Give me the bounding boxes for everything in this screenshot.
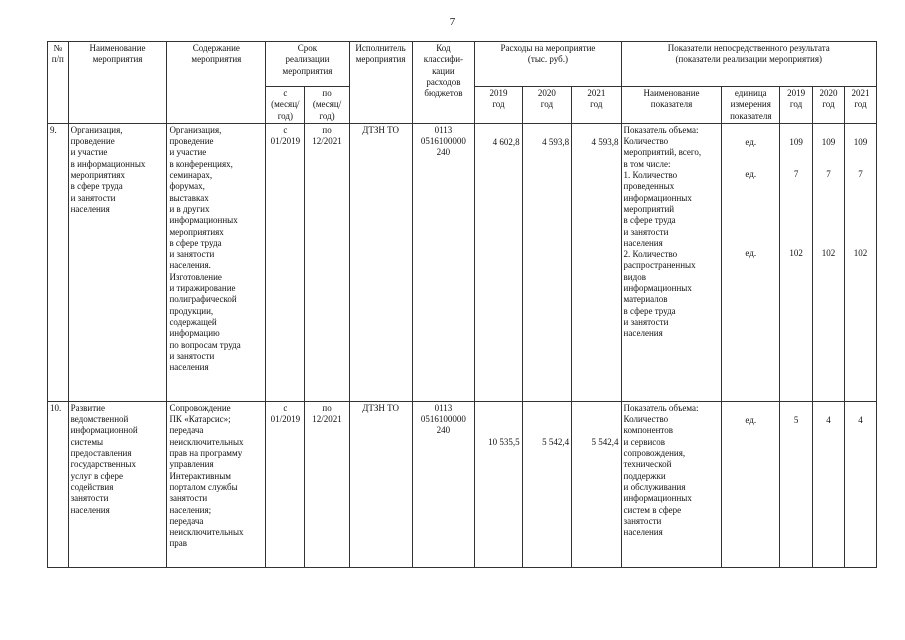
indicator-units: ед. ед. ед. — [722, 123, 780, 401]
header-indicator-unit: единица измерения показателя — [722, 87, 780, 124]
indicator-values-2021: 4 — [844, 401, 876, 567]
header-name: Наименование мероприятия — [68, 42, 167, 124]
header-results: Показатели непосредственного результата (показатели реализации мероприятия) — [621, 42, 876, 87]
header-period-to: по (месяц/ год) — [305, 87, 349, 124]
header-executor: Исполнитель мероприятия — [349, 42, 412, 124]
measures-table — [47, 41, 877, 568]
budget-code-main: 0113 0516100000 — [420, 124, 466, 147]
expense-2019: 4 602,8 — [475, 123, 522, 401]
indicator-description: Показатель объема: Количество мероприятий, всего, в том числе: 1. Количество проведенных информационных мероприятий в сфере труда и занятости населения 2. Количество распространенных видов информационных материалов в сфере труда и занятости населения — [621, 123, 722, 401]
table-row — [48, 401, 877, 567]
header-indicator-2020: 2020 год — [813, 87, 845, 124]
budget-code — [412, 401, 475, 567]
row-number: 9. — [48, 123, 69, 401]
header-exp-2021: 2021 год — [572, 87, 621, 124]
expense-2021: 5 542,4 — [572, 401, 621, 567]
header-code: Код классифи- кации расходов бюджетов — [412, 42, 475, 124]
header-expenses: Расходы на мероприятие (тыс. руб.) — [475, 42, 621, 87]
header-content: Содержание мероприятия — [167, 42, 266, 124]
expense-2020: 4 593,8 — [522, 123, 571, 401]
indicator-units: ед. — [722, 401, 780, 567]
header-indicator-name: Наименование показателя — [621, 87, 722, 124]
header-period-from: с (месяц/ год) — [266, 87, 305, 124]
header-indicator-2019: 2019 год — [780, 87, 813, 124]
indicator-values-2021: 109 7 102 — [844, 123, 876, 401]
budget-code-type: 240 — [436, 425, 451, 436]
header-exp-2019: 2019 год — [475, 87, 522, 124]
measure-content: Сопровождение ПК «Катарсис»; передача неисключительных прав на программу управления Интерактивным порталом службы занятости населения; передача неисключительных прав — [167, 401, 266, 567]
expense-2019: 10 535,5 — [475, 401, 522, 567]
period-to: по 12/2021 — [305, 123, 349, 401]
expense-2020: 5 542,4 — [522, 401, 571, 567]
period-from: с 01/2019 — [266, 123, 305, 401]
indicator-values-2020: 109 7 102 — [813, 123, 845, 401]
executor: ДТЗН ТО — [349, 123, 412, 401]
executor: ДТЗН ТО — [349, 401, 412, 567]
indicator-values-2019: 5 — [780, 401, 813, 567]
header-num: № п/п — [48, 42, 69, 124]
indicator-values-2019: 109 7 102 — [780, 123, 813, 401]
measure-content: Организация, проведение и участие в конференциях, семинарах, форумах, выставках и в других информационных мероприятиях в сфере труда и занятости населения. Изготовление и тиражирование полиграфической продукции, содержащей информацию по вопросам труда и занятости населения — [167, 123, 266, 401]
expense-2021: 4 593,8 — [572, 123, 621, 401]
indicator-description: Показатель объема: Количество компонентов и сервисов сопровождения, технической поддержки и обслуживания информационных систем в сфере занятости населения — [621, 401, 722, 567]
measure-name: Развитие ведомственной информационной системы предоставления государственных услуг в сфере содействия занятости населения — [68, 401, 167, 567]
row-number: 10. — [48, 401, 69, 567]
page-number: 7 — [449, 16, 456, 28]
budget-code-type: 240 — [436, 147, 451, 158]
table-row — [48, 123, 877, 401]
measure-name: Организация, проведение и участие в информационных мероприятиях в сфере труда и занятости населения — [68, 123, 167, 401]
header-period: Срок реализации мероприятия — [266, 42, 349, 87]
budget-code — [412, 123, 475, 401]
period-from: с 01/2019 — [266, 401, 305, 567]
budget-code-main: 0113 0516100000 — [420, 402, 466, 425]
header-exp-2020: 2020 год — [522, 87, 571, 124]
period-to: по 12/2021 — [305, 401, 349, 567]
indicator-values-2020: 4 — [813, 401, 845, 567]
header-indicator-2021: 2021 год — [844, 87, 876, 124]
